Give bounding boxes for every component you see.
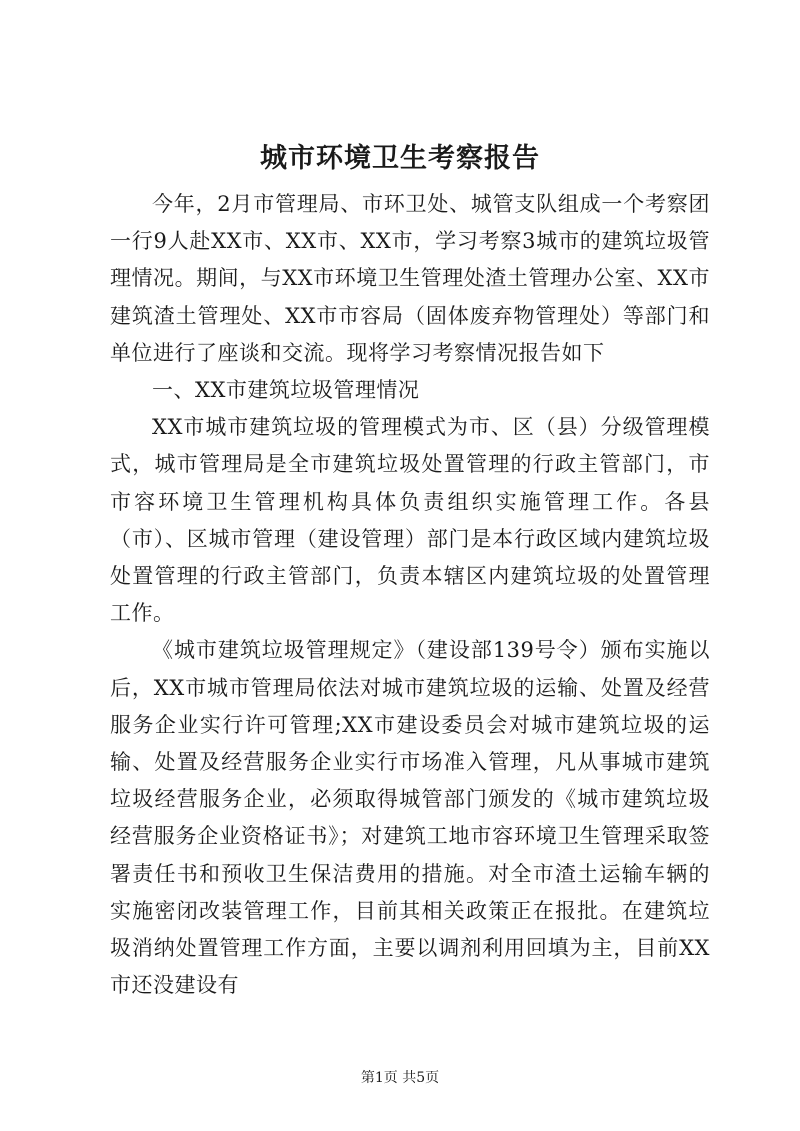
document-title: 城市环境卫生考察报告 — [260, 143, 540, 174]
page-number-footer: 第1页 共5页 — [360, 1070, 440, 1086]
paragraph-intro: 今年，2月市管理局、市环卫处、城管支队组成一个考察团一行9人赴XX市、XX市、XX市，学习考察3城市的建筑垃圾管理情况。期间，与XX市环境卫生管理处渣土管理办公室、XX市建筑渣土管理处、XX市市容局（固体废弃物管理处）等部门和单位进行了座谈和交流。现将学习考察情况报告如下 — [110, 192, 710, 365]
section-heading: 一、XX市建筑垃圾管理情况 — [152, 378, 420, 403]
paragraph-management-model: XX市城市建筑垃圾的管理模式为市、区（县）分级管理模式，城市管理局是全市建筑垃圾处置管理的行政主管部门，市市容环境卫生管理机构具体负责组织实施管理工作。各县（市）、区城市管理（建设管理）部门是本行政区域内建筑垃圾处置管理的行政主管部门，负责本辖区内建筑垃圾的处置管理工作。 — [110, 415, 710, 626]
paragraph-regulations: 《城市建筑垃圾管理规定》（建设部139号令）颁布实施以后，XX市城市管理局依法对城市建筑垃圾的运输、处置及经营服务企业实行许可管理;XX市建设委员会对城市建筑垃圾的运输、处置及经营服务企业实行市场准入管理，凡从事城市建筑垃圾经营服务企业，必须取得城管部门颁发的《城市建筑垃圾经营服务企业资格证书》；对建筑工地市容环境卫生管理采取签署责任书和预收卫生保洁费用的措施。对全市渣土运输车辆的实施密闭改装管理工作，目前其相关政策正在报批。在建筑垃圾消纳处置管理工作方面，主要以调剂利用回填为主，目前XX市还没建设有 — [110, 638, 710, 998]
document-body — [110, 186, 710, 1004]
